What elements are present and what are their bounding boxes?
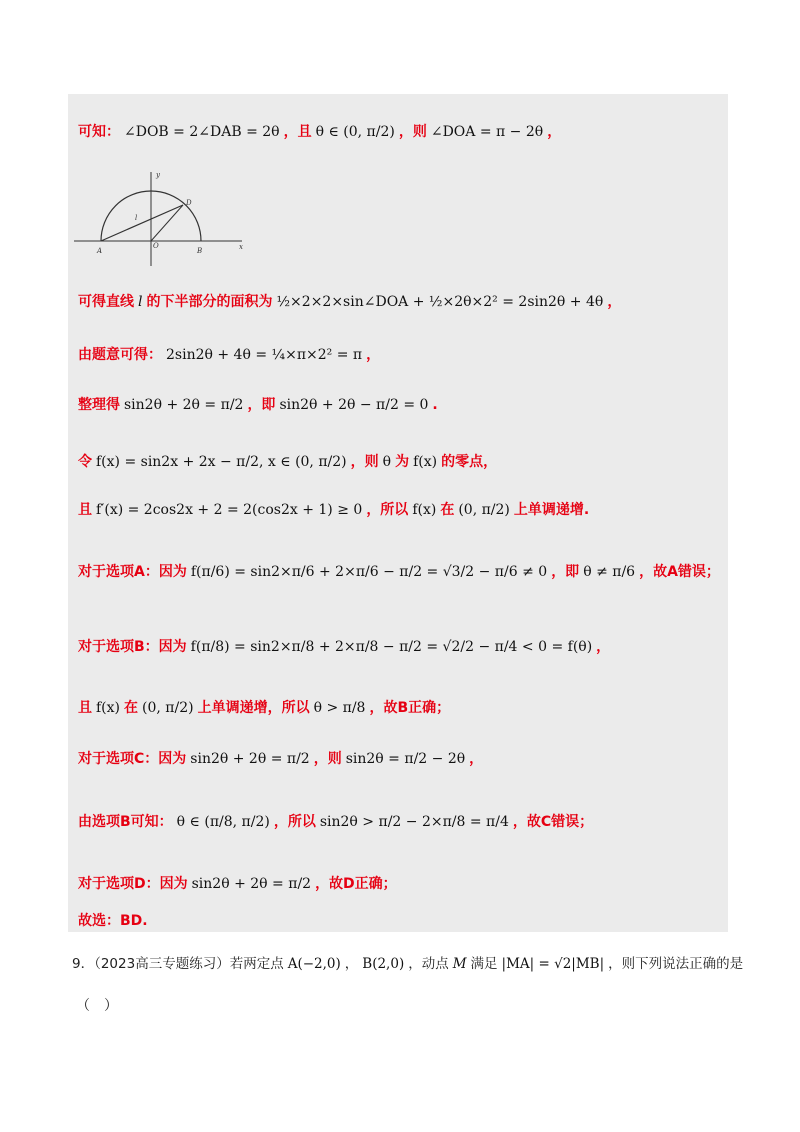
text: ， <box>547 124 562 140</box>
text: ，所以 <box>273 814 316 830</box>
solution-line-6 <box>78 500 589 520</box>
text: 整理得 <box>78 397 120 413</box>
text: ， <box>596 639 611 655</box>
solution-line-13 <box>78 911 148 931</box>
formula: θ <box>382 454 392 470</box>
solution-line-11 <box>78 812 593 832</box>
text: 9．（2023高三专题练习）若两定点 <box>72 956 284 972</box>
formula: sin2θ = π/2 − 2θ <box>345 751 466 767</box>
label-A: A <box>97 247 103 255</box>
text: 上单调递增. <box>513 502 590 518</box>
text: 对于选项C：因为 <box>78 751 187 767</box>
formula: f(x) <box>412 502 437 518</box>
text: ，动点 <box>408 956 449 972</box>
formula: ½×2×2×sin∠DOA + ½×2θ×2² = 2sin2θ + 4θ <box>276 294 604 310</box>
text: ，故D正确； <box>315 876 397 892</box>
text: ， <box>366 347 381 363</box>
solution-line-4 <box>78 395 438 415</box>
text: ，则 <box>398 124 427 140</box>
solution-line-8 <box>78 637 610 657</box>
text: 且 <box>78 502 92 518</box>
label-l: l <box>135 214 138 222</box>
text: 令 <box>78 454 92 470</box>
text: ，则 <box>350 454 379 470</box>
text: 由选项B可知： <box>78 814 173 830</box>
text: ，即 <box>247 397 276 413</box>
text: ， <box>607 294 622 310</box>
text: ，则下列说法正确的是 <box>608 956 744 972</box>
formula: f(π/6) = sin2×π/6 + 2×π/6 − π/2 = √3/2 − π/6 ≠ 0 <box>190 564 548 580</box>
solution-line-10 <box>78 749 483 769</box>
text: 可知： <box>78 124 120 140</box>
text: ，所以 <box>366 502 409 518</box>
text: . <box>432 397 438 413</box>
formula: sin2θ > π/2 − 2×π/8 = π/4 <box>319 814 509 830</box>
formula: (0, π/2) <box>142 700 194 716</box>
label-D: D <box>186 199 192 207</box>
formula: sin2θ + 2θ − π/2 = 0 <box>279 397 429 413</box>
label-B: B <box>197 247 203 255</box>
formula: 2sin2θ + 4θ = ¼×π×2² = π <box>166 347 363 363</box>
formula: (0, π/2) <box>458 502 510 518</box>
formula: ∠DOB = 2∠DAB = 2θ <box>124 124 280 140</box>
text: ，即 <box>551 564 580 580</box>
text: 故选：BD. <box>78 913 148 929</box>
solution-line-1 <box>78 122 561 142</box>
formula: B(2,0) <box>362 956 405 972</box>
solution-line-3 <box>78 345 380 365</box>
text: ， <box>469 751 484 767</box>
formula: θ > π/8 <box>313 700 366 716</box>
line-l <box>101 205 183 241</box>
text: ， <box>344 956 359 972</box>
formula: A(−2,0) <box>287 956 341 972</box>
text: 且 <box>78 700 92 716</box>
semicircle-figure <box>72 168 252 268</box>
text: 对于选项D：因为 <box>78 876 188 892</box>
solution-line-2 <box>78 292 621 312</box>
text: ，且 <box>283 124 312 140</box>
solution-line-7 <box>78 562 720 582</box>
text: 对于选项A：因为 <box>78 564 187 580</box>
formula: sin2θ + 2θ = π/2 <box>124 397 244 413</box>
formula: f′(x) = 2cos2x + 2 = 2(cos2x + 1) ≥ 0 <box>96 502 363 518</box>
formula: sin2θ + 2θ = π/2 <box>191 876 312 892</box>
text: ，故B正确； <box>369 700 451 716</box>
label-O: O <box>153 242 159 250</box>
text: 满足 <box>470 956 498 972</box>
text: ，故A错误； <box>639 564 720 580</box>
segment-OD <box>151 205 183 241</box>
question-9-line-1 <box>72 954 743 974</box>
formula: θ ∈ (π/8, π/2) <box>176 814 270 830</box>
text: 的零点， <box>441 454 498 470</box>
formula: l <box>138 294 143 310</box>
text: 可得直线 <box>78 294 134 310</box>
formula: sin2θ + 2θ = π/2 <box>190 751 310 767</box>
text: 由题意可得： <box>78 347 162 363</box>
label-y: y <box>156 171 160 179</box>
formula: f(x) <box>413 454 438 470</box>
solution-line-9 <box>78 698 450 718</box>
formula: θ ≠ π/6 <box>583 564 636 580</box>
formula: f(x) = sin2x + 2x − π/2, x ∈ (0, π/2) <box>96 454 347 470</box>
answer-blank: （ ） <box>76 998 118 1014</box>
text: 对于选项B：因为 <box>78 639 187 655</box>
formula: M <box>452 956 467 972</box>
text: ，则 <box>313 751 342 767</box>
text: 在 <box>124 700 139 716</box>
text: 在 <box>440 502 455 518</box>
formula: θ ∈ (0, π/2) <box>315 124 395 140</box>
solution-line-12 <box>78 874 397 894</box>
label-x: x <box>239 243 243 251</box>
formula: ∠DOA = π − 2θ <box>430 124 544 140</box>
text: ，故C错误； <box>512 814 594 830</box>
solution-line-5 <box>78 452 497 472</box>
formula: |MA| = √2|MB| <box>501 956 605 972</box>
text: 上单调递增，所以 <box>197 700 310 716</box>
text: 的下半部分的面积为 <box>146 294 273 310</box>
text: 为 <box>395 454 410 470</box>
formula: f(π/8) = sin2×π/8 + 2×π/8 − π/2 = √2/2 − π/4 < 0 = f(θ) <box>190 639 593 655</box>
formula: f(x) <box>96 700 121 716</box>
